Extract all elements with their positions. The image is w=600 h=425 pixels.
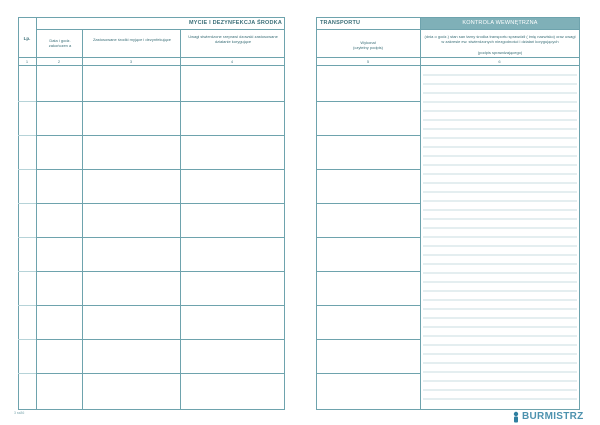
col-number-2: 2 [57, 59, 61, 64]
col-number-1: 1 [25, 59, 29, 64]
left-table-frame [18, 14, 286, 410]
col-performed-sub: (czytelny podpis) [352, 45, 383, 50]
col-date-header: Data i godz. zakończen a [48, 38, 72, 48]
watermark-logo [512, 410, 598, 424]
control-ruled-lines [421, 66, 579, 410]
section-title-transport: TRANSPORTU [320, 20, 361, 26]
col-notes-header: Uwagi stwierdzone rzeprawi dzowski zastosowane działanie korygujące [188, 34, 278, 44]
col-number-4: 4 [230, 59, 234, 64]
footer-code: 3 ss86 [14, 411, 25, 415]
section-title-control: KONTROLA WEWNĘTRZNA [462, 20, 538, 26]
lp-header: Lp. [23, 36, 31, 41]
col-number-6: 6 [498, 59, 501, 64]
watermark-text: BURMISTRZ [522, 411, 584, 422]
left-page [18, 14, 286, 414]
person-icon [512, 411, 520, 423]
col-number-3: 3 [129, 59, 133, 64]
col-control-sub: (podpis sprawdzającego) [477, 50, 523, 55]
col-agent-header: Zastosowane środki myjące i dezynfekujące [92, 37, 172, 42]
col-performed-header: Wykonał [360, 40, 376, 45]
section-title-washing: MYCIE I DEZYNFEKCJA ŚRODKA [188, 20, 282, 26]
col-number-5: 5 [366, 59, 370, 64]
col-control-header: (dnia o godz.) stan san tarny środka transportu sprawdził ( imię nazwisko) oraz uwagi w zakresie ew. stwierdzonych niezgodności i działań korygujących [424, 34, 576, 44]
